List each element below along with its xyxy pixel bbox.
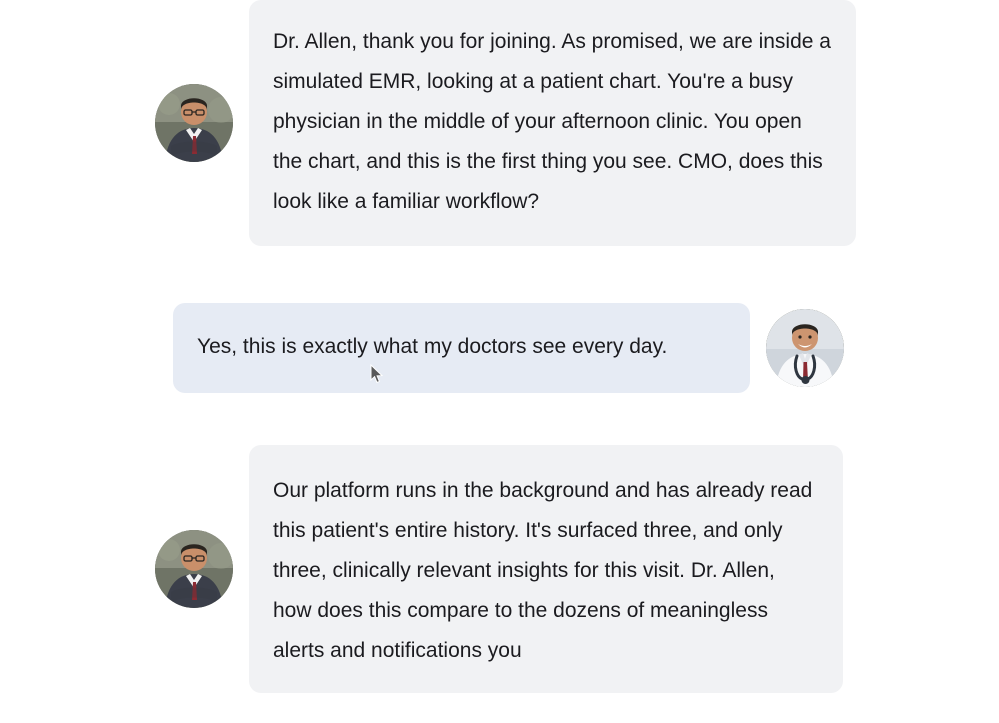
chat-bubble: Dr. Allen, thank you for joining. As promised, we are inside a simulated EMR, looking at a patient chart. You're a busy physician in the middle of your afternoon clinic. You open the chart, and this is the first thing you see. CMO, does this look like a familiar workflow? bbox=[249, 0, 856, 246]
chat-message bbox=[150, 445, 843, 693]
chat-bubble: Yes, this is exactly what my doctors see every day. bbox=[173, 303, 750, 393]
person-avatar-doctor-icon bbox=[766, 309, 844, 387]
chat-message bbox=[173, 303, 849, 393]
person-avatar-suit-icon bbox=[155, 84, 233, 162]
chat-bubble: Our platform runs in the background and has already read this patient's entire history. It's surfaced three, and only three, clinically relevant insights for this visit. Dr. Allen, how does this compare to the dozens of meaningless alerts and notifications you bbox=[249, 445, 843, 693]
person-avatar-suit-icon bbox=[155, 530, 233, 608]
chat-message bbox=[150, 0, 856, 246]
